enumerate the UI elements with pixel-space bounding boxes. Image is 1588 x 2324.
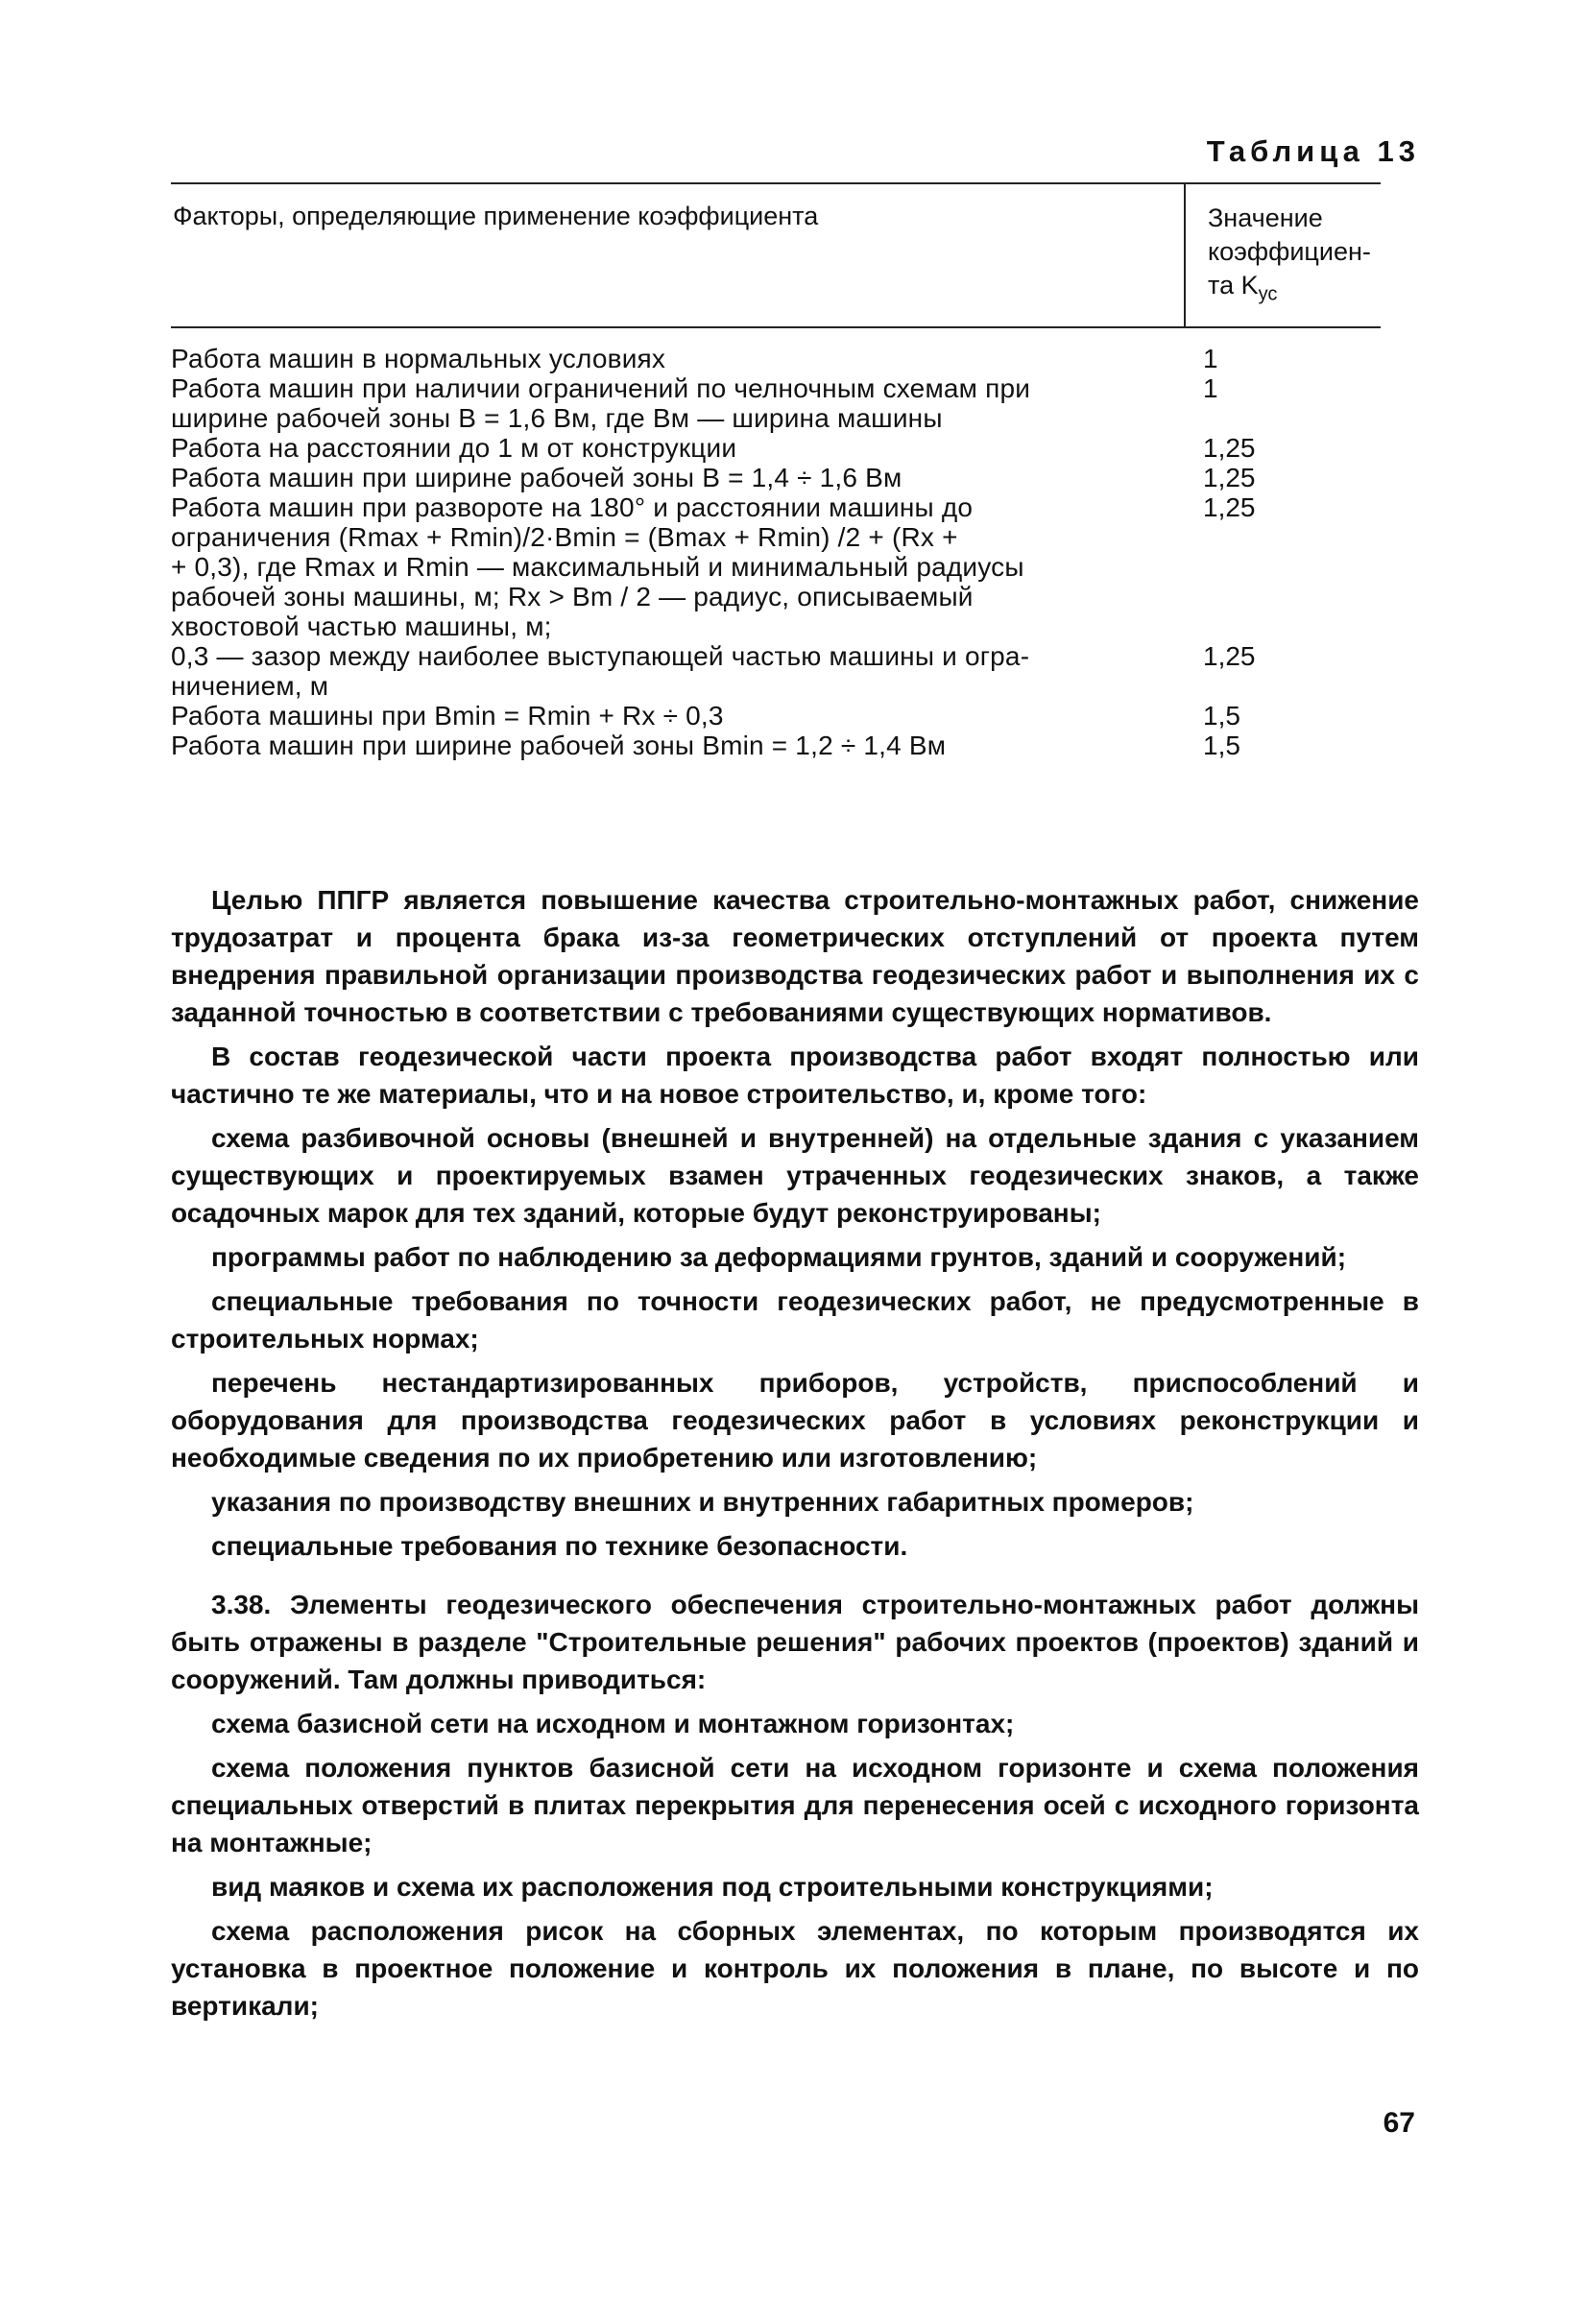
body-text [171,881,1419,2031]
table-row [171,641,1419,701]
value-header-symbol: та K [1208,271,1259,299]
list-item: указания по производству внешних и внутренних габаритных промеров; [211,1487,1194,1517]
factor-column-header: Факторы, определяющие применение коэффициента [173,202,819,230]
table-row [171,463,1419,492]
factor-line: Работа машин при ширине рабочей зоны B = 1,4 ÷ 1,6 Bм [171,463,902,492]
list-item: схема разбивочной основы (внешней и внутренней) на отдельные здания с указанием существующих и проектируемых взамен утраченных геодезических знаков, а также осадочных марок для тех зданий, которые будут реконструированы; [171,1123,1419,1228]
factor-line: Работа машин при ширине рабочей зоны Bmin = 1,2 ÷ 1,4 Bм [171,731,947,760]
factor-line: 0,3 — зазор между наиболее выступающей частью машины и огра- [171,641,1030,671]
factor-line: рабочей зоны машины, м; Rx > Bm / 2 — радиус, описываемый [171,582,974,611]
list-item: вид маяков и схема их расположения под строительными конструкциями; [211,1872,1214,1902]
value-cell: 1 [1203,344,1218,373]
factor-line: Работа машин при наличии ограничений по челночным схемам при [171,373,1031,403]
value-cell: 1,25 [1203,433,1256,463]
table-column-divider [1184,182,1186,328]
value-cell: 1,5 [1203,701,1240,731]
factor-cell [171,492,1184,641]
factor-line: Работа на расстоянии до 1 м от конструкции [171,433,737,463]
list-item: программы работ по наблюдению за деформациями грунтов, зданий и сооружений; [211,1242,1347,1272]
value-header-subscript: ус [1258,283,1278,305]
factor-cell [171,641,1184,701]
list-item: схема базисной сети на исходном и монтажном горизонтах; [211,1709,1015,1738]
list-item: специальные требования по технике безопасности. [211,1531,908,1561]
table-caption: Таблица 13 [1206,134,1420,168]
factor-cell [171,701,1184,731]
factor-cell [171,463,1184,492]
factor-line: ширине рабочей зоны B = 1,6 Bм, где Bм — ширина машины [171,403,943,433]
table-body [171,344,1419,760]
factor-line: хвостовой частью машины, м; [171,611,552,641]
list-item: схема расположения рисок на сборных элементах, по которым производятся их установка в проектное положение и контроль их положения в плане, по высоте и по вертикали; [171,1916,1419,2021]
paragraph: Целью ППГР является повышение качества строительно-монтажных работ, снижение трудозатрат и процента брака из-за геометрических отступлений от проекта путем внедрения правильной организации производства геодезических работ и выполнения их с заданной точностью в соответствии с требованиями существующих нормативов. [171,885,1419,1027]
value-header-line-2: коэффициен- [1208,237,1371,266]
factor-line: ничением, м [171,671,329,701]
value-column-header [1208,202,1400,311]
factor-line: Работа машины при Bmin = Rmin + Rx ÷ 0,3 [171,701,724,731]
table-top-rule [171,182,1381,184]
value-header-line-1: Значение [1208,204,1323,232]
factor-line: ограничения (Rmax + Rmin)/2·Bmin = (Bmax + Rmin) /2 + (Rx + [171,522,958,552]
factor-line: + 0,3), где Rmax и Rmin — максимальный и минимальный радиусы [171,552,1024,582]
table-row [171,433,1419,463]
factor-cell [171,433,1184,463]
table-row [171,492,1419,641]
page-number: 67 [1383,2107,1415,2139]
value-cell: 1,25 [1203,463,1256,492]
value-cell: 1,25 [1203,492,1256,522]
list-item: специальные требования по точности геодезических работ, не предусмотренные в строительных нормах; [171,1286,1419,1354]
table-header-bottom-rule [171,326,1381,328]
factor-line: Работа машин в нормальных условиях [171,344,666,373]
factor-line: Работа машин при развороте на 180° и расстоянии машины до [171,492,974,522]
value-header-line-3 [1208,269,1400,311]
value-cell: 1,5 [1203,731,1240,760]
value-cell: 1 [1203,373,1218,403]
table-row [171,701,1419,731]
value-cell: 1,25 [1203,641,1256,671]
list-item: перечень нестандартизированных приборов, устройств, приспособлений и оборудования для производства геодезических работ в условиях реконструкции и необходимые сведения по их приобретению или изготовлению; [171,1368,1419,1473]
factor-cell [171,344,1184,373]
factor-cell [171,373,1184,433]
factor-cell [171,731,1184,760]
table-row [171,373,1419,433]
list-item: схема положения пунктов базисной сети на исходном горизонте и схема положения специальных отверстий в плитах перекрытия для перенесения осей с исходного горизонта на монтажные; [171,1753,1419,1857]
table-row [171,344,1419,373]
table-row [171,731,1419,760]
section-paragraph: 3.38. Элементы геодезического обеспечения строительно-монтажных работ должны быть отражены в разделе "Строительные решения" рабочих проектов (проектов) зданий и сооружений. Там должны приводиться: [171,1590,1419,1694]
paragraph: В состав геодезической части проекта производства работ входят полностью или частично те же материалы, что и на новое строительство, и, кроме того: [171,1042,1419,1109]
